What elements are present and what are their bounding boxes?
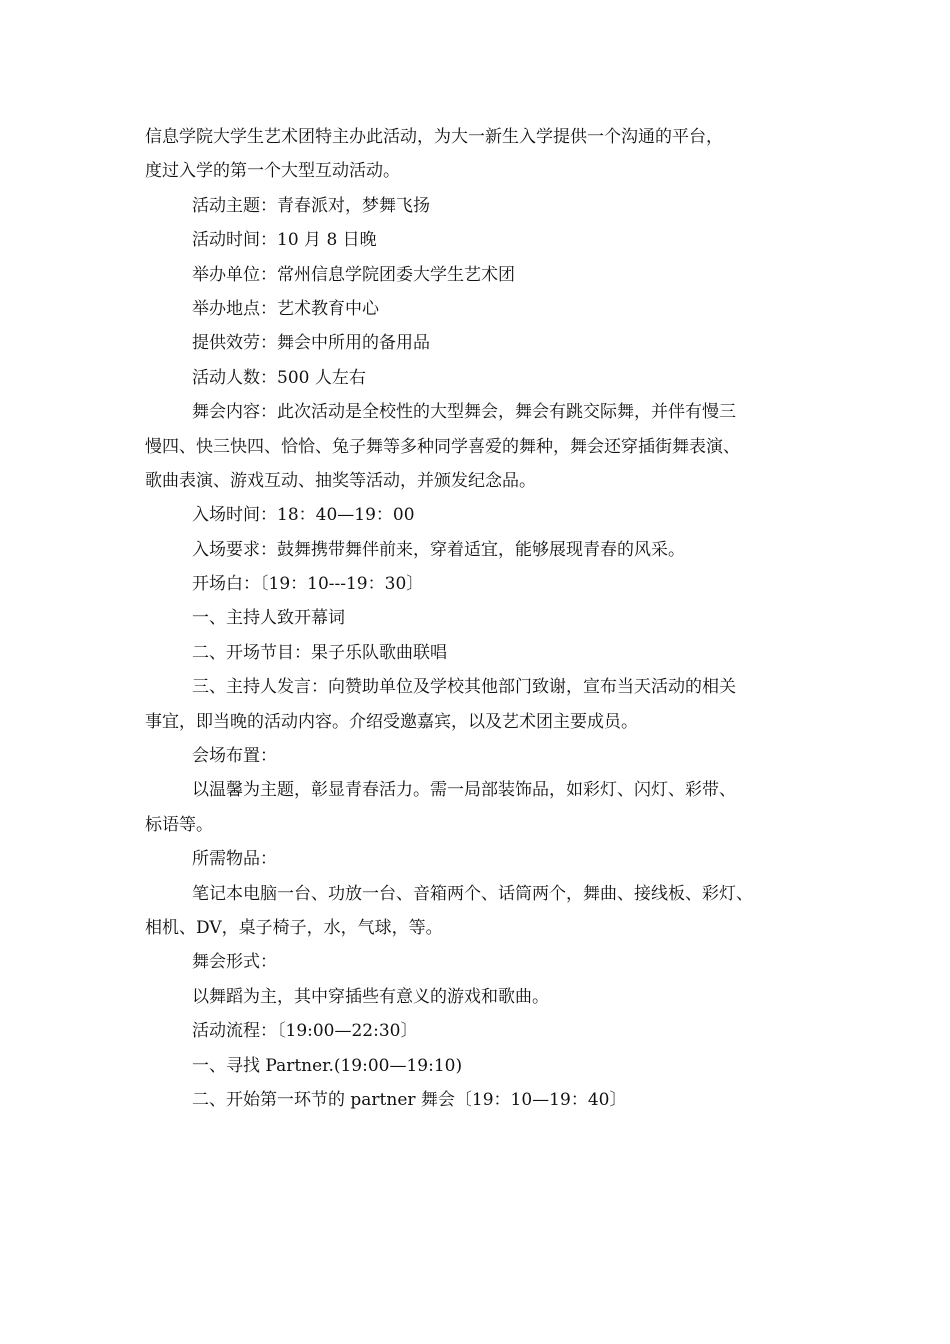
text-line: 信息学院大学生艺术团特主办此活动，为大一新生入学提供一个沟通的平台， (145, 127, 723, 147)
text-line: 入场时间：18：40—19：00 (192, 505, 415, 526)
text-line: 所需物品： (192, 849, 277, 870)
text-line: 慢四、快三快四、恰恰、兔子舞等多种同学喜爱的舞种，舞会还穿插街舞表演、 (145, 436, 740, 457)
text-line: 度过入学的第一个大型互动活动。 (145, 161, 400, 182)
text-line: 二、开始第一环节的 partner 舞会〔19：10—19：40〕 (192, 1089, 627, 1110)
document-body (145, 120, 825, 1117)
text-line: 会场布置： (192, 746, 277, 767)
text-line: 相机、DV，桌子椅子，水，气球，等。 (145, 917, 443, 938)
text-line: 活动人数：500 人左右 (192, 367, 366, 388)
text-line: 标语等。 (145, 814, 213, 835)
text-line: 二、开场节目：果子乐队歌曲联唱 (192, 642, 447, 663)
text-line: 提供效劳：舞会中所用的备用品 (192, 333, 430, 354)
text-line: 入场要求：鼓舞携带舞伴前来，穿着适宜，能够展现青春的风采。 (192, 539, 685, 560)
text-line: 活动时间：10 月 8 日晚 (192, 230, 377, 251)
text-line: 事宜，即当晚的活动内容。介绍受邀嘉宾，以及艺术团主要成员。 (145, 711, 638, 732)
text-line: 歌曲表演、游戏互动、抽奖等活动，并颁发纪念品。 (145, 470, 536, 491)
text-line: 一、主持人致开幕词 (192, 608, 345, 629)
text-line: 活动主题：青春派对，梦舞飞扬 (192, 195, 430, 216)
text-line: 活动流程：〔19:00—22:30〕 (192, 1021, 418, 1042)
text-line: 笔记本电脑一台、功放一台、音箱两个、话筒两个，舞曲、接线板、彩灯、 (192, 883, 753, 904)
text-line: 以舞蹈为主，其中穿插些有意义的游戏和歌曲。 (192, 986, 549, 1007)
text-line: 举办单位：常州信息学院团委大学生艺术团 (192, 264, 515, 285)
text-line: 三、主持人发言：向赞助单位及学校其他部门致谢，宣布当天活动的相关 (192, 677, 736, 698)
text-line: 舞会内容：此次活动是全校性的大型舞会，舞会有跳交际舞，并伴有慢三 (192, 402, 736, 423)
text-line: 举办地点：艺术教育中心 (192, 298, 379, 319)
text-line: 舞会形式： (192, 952, 277, 973)
text-line: 以温馨为主题，彰显青春活力。需一局部装饰品，如彩灯、闪灯、彩带、 (192, 780, 736, 801)
text-line: 开场白：〔19：10---19：30〕 (192, 574, 424, 595)
text-line: 一、寻找 Partner.(19:00—19:10) (192, 1055, 463, 1076)
